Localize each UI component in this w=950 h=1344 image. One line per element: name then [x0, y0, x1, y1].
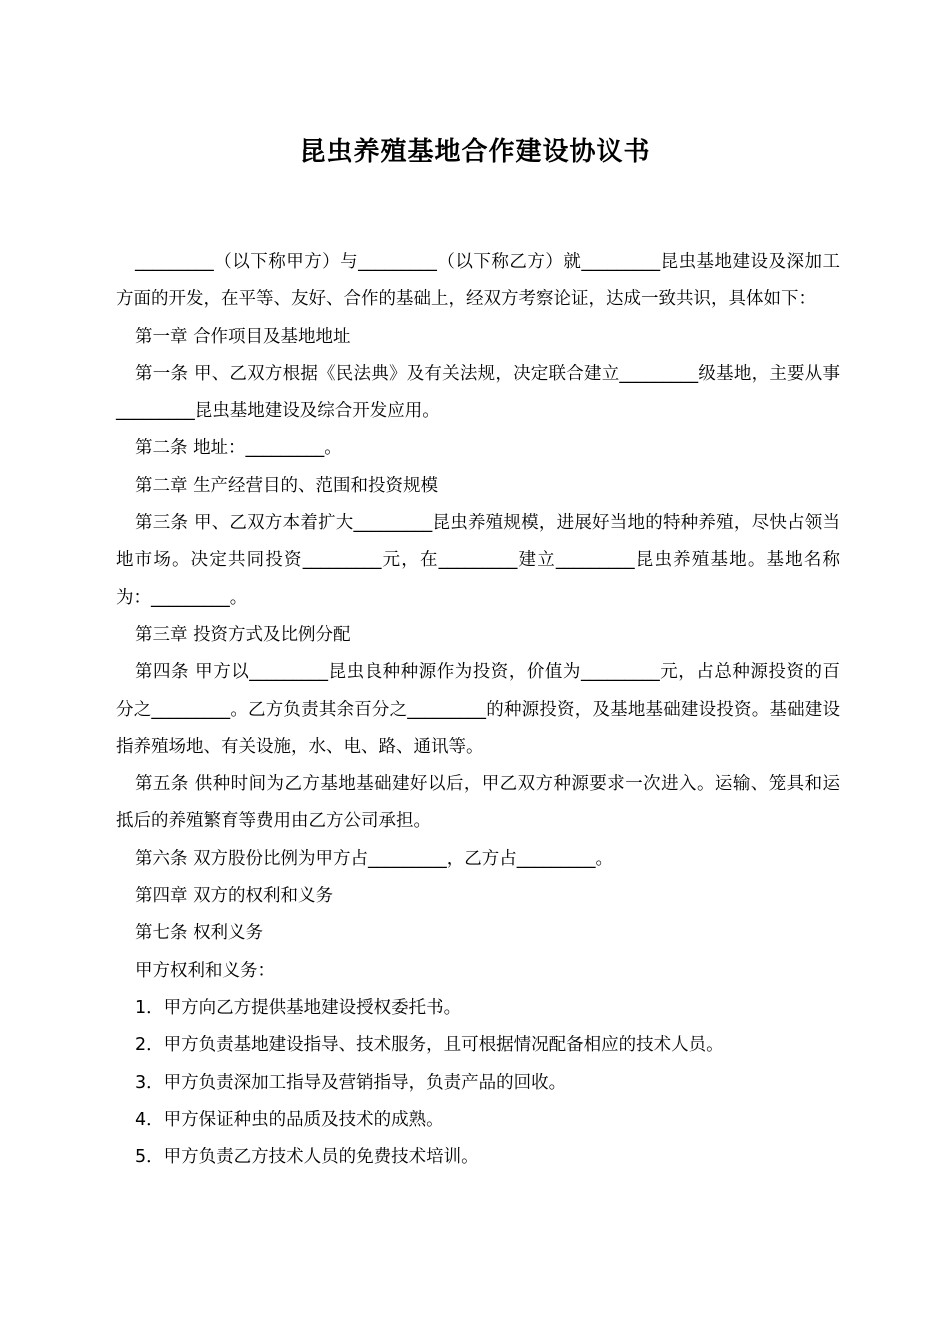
- list-item: 5．甲方负责乙方技术人员的免费技术培训。: [135, 1147, 479, 1168]
- document-body: [116, 244, 840, 1176]
- party-a-rights-heading: 甲方权利和义务：: [135, 960, 275, 981]
- chapter-2-heading: 第二章 生产经营目的、范围和投资规模: [135, 475, 439, 496]
- list-item: 3．甲方负责深加工指导及营销指导，负责产品的回收。: [135, 1072, 567, 1093]
- article-6: 第六条 双方股份比例为甲方占_________，乙方占_________。: [135, 848, 614, 869]
- article-5: 第五条 供种时间为乙方基地基础建好以后，甲乙双方种源要求一次进入。运输、笼具和运抵后的养殖繁育等费用由乙方公司承担。: [116, 774, 840, 832]
- list-item: 1．甲方向乙方提供基地建设授权委托书。: [135, 997, 462, 1018]
- article-2: 第二条 地址：_________。: [135, 438, 342, 459]
- list-item: 4．甲方保证种虫的品质及技术的成熟。: [135, 1109, 444, 1130]
- chapter-3-heading: 第三章 投资方式及比例分配: [135, 624, 351, 645]
- article-3: 第三条 甲、乙双方本着扩大_________昆虫养殖规模，进展好当地的特种养殖，尽快占领当地市场。决定共同投资_________元，在_________建立_________昆虫养殖基地。基地名称为：_________。: [116, 513, 840, 608]
- article-1: 第一条 甲、乙双方根据《民法典》及有关法规，决定联合建立_________级基地，主要从事_________昆虫基地建设及综合开发应用。: [116, 363, 840, 422]
- list-item: 2．甲方负责基地建设指导、技术服务，且可根据情况配备相应的技术人员。: [135, 1035, 724, 1056]
- chapter-1-heading: 第一章 合作项目及基地地址: [135, 326, 351, 347]
- document-title: 昆虫养殖基地合作建设协议书: [299, 137, 651, 167]
- chapter-4-heading: 第四章 双方的权利和义务: [135, 886, 334, 907]
- article-7: 第七条 权利义务: [135, 923, 264, 944]
- article-4: 第四条 甲方以_________昆虫良种种源作为投资，价值为_________元，占总种源投资的百分之_________。乙方负责其余百分之_________的种源投资，及基地基础建设投资。基础建设指养殖场地、有关设施，水、电、路、通讯等。: [116, 662, 840, 757]
- paragraph-intro: _________（以下称甲方）与_________（以下称乙方）就_________昆虫基地建设及深加工方面的开发，在平等、友好、合作的基础上，经双方考察论证，达成一致共识，具体如下：: [116, 252, 840, 310]
